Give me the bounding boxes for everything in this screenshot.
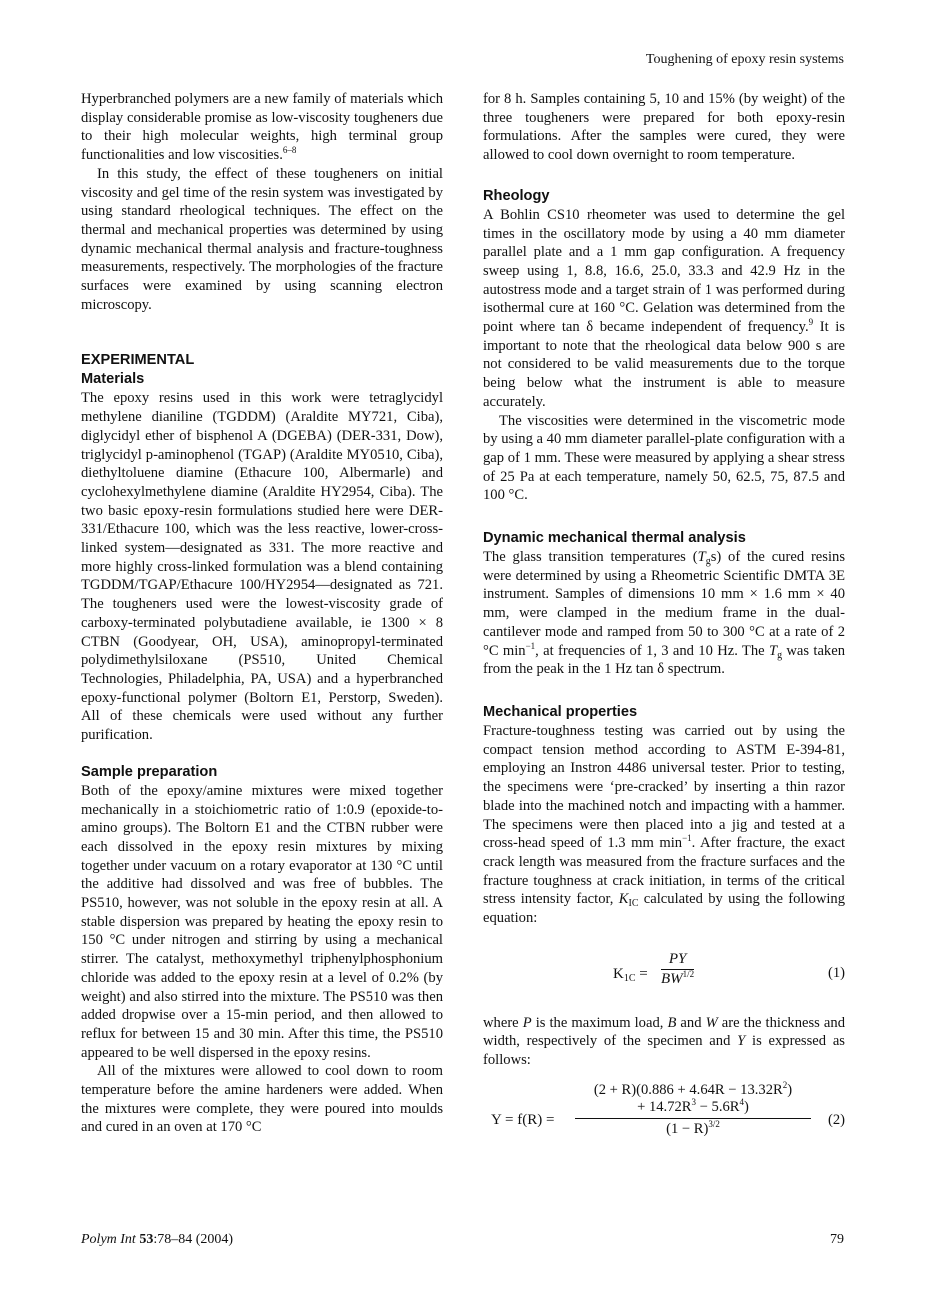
- intro-paragraph-2: In this study, the effect of these tougheners on initial viscosity and gel time of the resin system was investigated by using standard rheological techniques. The effect on the thermal and mechanical properties was determined by using dynamic mechanical thermal analysis and fracture-toughness measurements, respectively. The morphologies of the fracture surfaces were examined by using scanning electron microscopy.: [81, 165, 443, 313]
- where-y: Y: [737, 1033, 746, 1050]
- eq1-numerator: [661, 950, 694, 970]
- dmta-heading: Dynamic mechanical thermal analysis: [483, 530, 746, 547]
- rheology-paragraph-2: The viscosities were determined in the viscometric mode by using a 40 mm diameter parallel-plate configuration with a gap of 1 mm. These were measured by applying a shear stress of 25 Pa at each temperature, namely 50, 62.5, 75, 87.5 and 100 °C.: [483, 412, 845, 504]
- eq2-line2-exp3: 3: [691, 1096, 697, 1107]
- equation-1-fraction: [661, 950, 694, 988]
- where-a: where: [483, 1014, 523, 1031]
- equation-1-lhs: [613, 965, 648, 984]
- dmta-paragraph: [483, 548, 845, 679]
- eq2-numerator: [575, 1079, 811, 1119]
- eq2-numerator-line-1: $(2 + R)(0.886 + 4.64R - 13.32R^2)$: [593, 1079, 793, 1098]
- where-c: and: [676, 1014, 706, 1031]
- dmta-text-b: s) of the cured resins were determined by using a Rheometric Scientific DMTA 3E instrument. Samples of dimensions 10 mm × 1.6 mm × 40 mm, were clamped in the medium frame in the dual-cantilever mode and ramped from 50 to 300 °C at a rate of 2 °C min: [483, 549, 845, 659]
- running-head: Toughening of epoxy resin systems: [645, 52, 844, 67]
- kic-subscript: IC: [628, 898, 639, 910]
- footer-volume: 53: [139, 1232, 154, 1247]
- eq2-denominator-text: (1 − R): [666, 1120, 709, 1137]
- eq1-denominator: [661, 970, 694, 988]
- eq1-k: K: [613, 965, 624, 982]
- dmta-text-d: was taken from the peak in the 1 Hz tan δ spectrum.: [483, 642, 845, 678]
- rheology-text-tail: It is important to note that the rheological data below 900 s are not considered to be valid measurements due to the torque being below what the instrument is able to measure accurately.: [483, 319, 845, 410]
- rheology-text: A Bohlin CS10 rheometer was used to determine the gel times in the oscillatory mode by using a 40 mm diameter parallel plate and a 1 mm gap configuration. A frequency sweep using 1, 8.8, 16.6, 25.0, 33.3 and 42.9 Hz in the autostress mode and a target strain of 1 was performed during isothermal cure at 160 °C. Gelation was determined from the point where tan δ became independent of frequency.: [483, 206, 845, 336]
- eq1-equals: =: [635, 965, 648, 982]
- left-column: [81, 90, 443, 1137]
- continued-paragraph: for 8 h. Samples containing 5, 10 and 15% (by weight) of the three tougheners were prepared for both epoxy-resin formulations. After the samples were cured, they were allowed to cool down overnight to room temperature.: [483, 91, 845, 164]
- where-b: is the maximum load,: [531, 1014, 668, 1031]
- sample-paragraph-2: All of the mixtures were allowed to cool down to room temperature before the amine hardeners were added. When the mixtures were complete, they were poured into moulds and cured in an oven at 170 °C: [81, 1063, 443, 1136]
- where-bb: B: [667, 1014, 677, 1031]
- where-p: P: [522, 1014, 532, 1031]
- mech-text-a: Fracture-toughness testing was carried out by using the compact tension method according to ASTM E-394-81, employing an Instron 4486 universal tester. Prior to testing, the specimens were ‘pre-cracked’ by inserting a thin razor blade into the machined notch and impacting with a hammer. The specimens were then placed into a jig and tested at a cross-head speed of 1.3 mm min: [483, 722, 845, 852]
- eq2-denominator: [575, 1119, 811, 1138]
- eq1-numerator-text: PY: [668, 950, 687, 967]
- mech-text-b: . After fracture, the exact crack length was measured from the fracture surfaces and the fracture toughness at crack initiation, in terms of the critical stress intensity factor,: [483, 835, 845, 908]
- citation-9: 9: [808, 317, 814, 328]
- footer-journal: Polym Int: [81, 1232, 136, 1247]
- equation-2: [483, 1080, 845, 1154]
- equation-1: [483, 946, 845, 1002]
- right-column: [483, 90, 845, 1154]
- eq2-line2-mid: − 5.6R: [696, 1098, 740, 1115]
- sample-preparation-heading: Sample preparation: [81, 763, 218, 780]
- where-d: are the thickness and width, respectively of the specimen and: [483, 1014, 845, 1050]
- where-w: W: [705, 1014, 718, 1031]
- eq2-line2-end: ): [744, 1098, 749, 1115]
- intro-text: Hyperbranched polymers are a new family of materials which display considerable promise as low-viscosity tougheners due to their high molecular weights, high terminal group functionalities and low viscosities.: [81, 91, 443, 164]
- experimental-heading: EXPERIMENTAL: [81, 352, 195, 369]
- kic-symbol: K: [618, 891, 629, 908]
- rheology-heading: Rheology: [483, 187, 550, 204]
- materials-paragraph: The epoxy resins used in this work were tetraglycidyl methylene dianiline (TGDDM) (Araldite MY721, Ciba), diglycidyl ether of bisphenol A (DGEBA) (DER-331, Dow), triglycidyl p-aminophenol (TGAP) (Araldite MY0510, Ciba), diethyltoluene diamine (Ethacure 100, Albermarle) and cyclohexylmethylene diamine (Araldite HY2954, Ciba). The two basic epoxy-resin formulations studied here were DER-331/Ethacure 100, which was the less reactive, lower-cross-linked system—designated as 331. The more reactive and more highly cross-linked formulation was a blend containing TGDDM/TGAP/Ethacure 100/HY2954—designated as 721. The tougheners used were the lowest-viscosity grade of carboxy-terminated polybutadiene available, ie 1300 × 8 CTBN (Goodyear, OH, USA), aminopropyl-terminated polydimethylsiloxane (PS510, United Chemical Technologies, Philadelphia, PA, USA) and a hyperbranched epoxy-functional polymer (Boltorn E1, Perstorp, Sweden). All of these chemicals were used without any further purification.: [81, 390, 443, 744]
- rheology-paragraph-1: [483, 206, 845, 412]
- eq1-k-subscript: 1C: [623, 972, 636, 984]
- equation-1-number: (1): [827, 964, 845, 981]
- dmta-exponent: −1: [525, 640, 536, 651]
- equation-2-lhs: Y = f(R) =: [491, 1111, 555, 1128]
- equation-2-fraction: [575, 1079, 811, 1138]
- equation-2-number: (2): [827, 1111, 845, 1128]
- eq2-line1-text: (2 + R)(0.886 + 4.64R − 13.32R: [593, 1081, 783, 1098]
- eq2-numerator-line-2: [575, 1096, 811, 1116]
- eq2-line2-a: + 14.72R: [637, 1098, 692, 1115]
- mech-text-c: calculated by using the following equation:: [483, 891, 846, 927]
- sample-paragraph-1: Both of the epoxy/amine mixtures were mixed together mechanically in a stoichiometric ratio of 1:0.9 (epoxide-to-amino groups). The Boltorn E1 and the CTBN rubber were each dissolved in the epoxy resin mixtures by mixing together under vacuum on a rotary evaporator at 130 °C until the additive had dissolved and was free of bubbles. The PS510, however, was not soluble in the epoxy resin at all. A stable dispersion was prepared by heating the epoxy resin to 150 °C under nitrogen and stirring by using a mechanical stirrer. The catalyst, methoxymethyl triphenylphosphonium chloride was added to the epoxy resin at a level of 0.2% (by weight) and also stirred into the mixture. The PS510 was then added dropwise over a 15-min period, and then allowed to reflux for between 15 and 30 min. After this time, the PS510 appeared to be well dispersed in the epoxy resins.: [81, 782, 443, 1061]
- page-number: 79: [830, 1232, 844, 1247]
- eq2-line1-exp: 2: [782, 1079, 788, 1090]
- where-e: is expressed as follows:: [483, 1033, 845, 1069]
- dmta-text-a: The glass transition temperatures (: [483, 549, 698, 566]
- eq1-denominator-exponent: 1/2: [682, 968, 695, 979]
- tg-symbol: T: [697, 549, 706, 566]
- tg-symbol-2: T: [768, 642, 778, 659]
- intro-paragraph-1: [81, 90, 443, 165]
- dmta-text-c: , at frequencies of 1, 3 and 10 Hz. The: [535, 642, 769, 659]
- citation-6-8: 6–8: [282, 145, 297, 156]
- tg-subscript: g: [705, 556, 711, 568]
- footer-citation: [81, 1232, 233, 1248]
- mech-exponent: −1: [682, 833, 692, 844]
- footer-pages: :78–84 (2004): [153, 1232, 234, 1247]
- eq2-denominator-exp: 3/2: [708, 1118, 720, 1129]
- eq1-denominator-text: BW: [661, 970, 683, 987]
- mechanical-paragraph: [483, 722, 845, 928]
- mechanical-properties-heading: Mechanical properties: [483, 703, 638, 720]
- eq2-line2-exp4: 4: [739, 1096, 745, 1107]
- where-paragraph: [483, 1014, 845, 1070]
- tg-subscript-2: g: [777, 649, 783, 661]
- materials-heading: Materials: [81, 371, 145, 388]
